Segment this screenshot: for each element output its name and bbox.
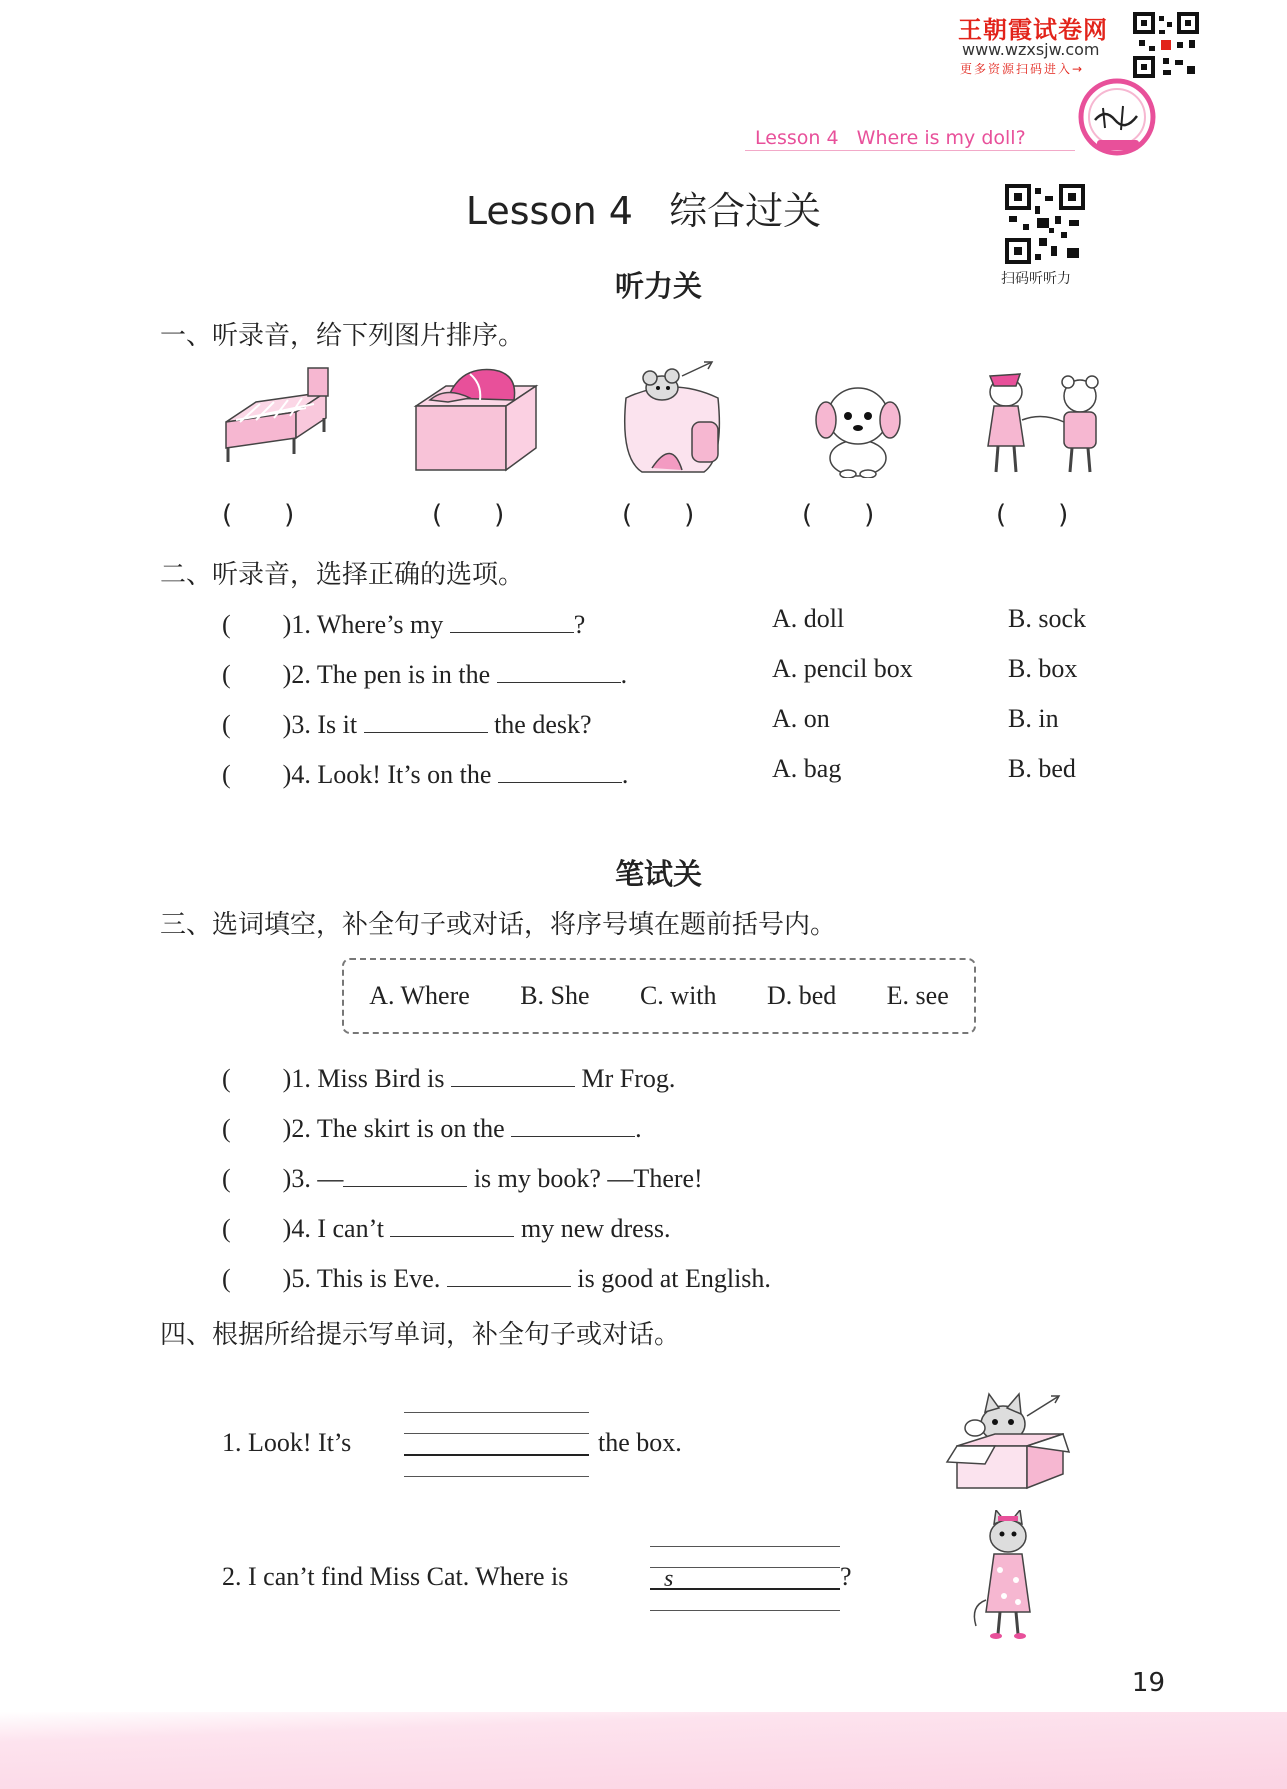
- brand-url: www.wzxsjw.com: [962, 40, 1100, 59]
- q3-row-2: ( )2. The skirt is on the .: [222, 1114, 642, 1143]
- answer-blank[interactable]: [343, 1168, 467, 1187]
- q3-paren[interactable]: ( ): [222, 1164, 292, 1193]
- writing-title: 笔试关: [614, 857, 702, 891]
- brand-more: 更多资源扫码进入→: [960, 62, 1085, 76]
- q2-paren[interactable]: ( ): [222, 760, 292, 789]
- brand-qr-icon: [1133, 12, 1199, 78]
- q3-paren[interactable]: ( ): [222, 1214, 292, 1243]
- q3-row-1: ( )1. Miss Bird is Mr Frog.: [222, 1064, 676, 1093]
- q2-option-a: A. pencil box: [772, 654, 913, 683]
- answer-blank[interactable]: [450, 614, 574, 633]
- q1-heading: 一、听录音，给下列图片排序。: [160, 321, 525, 351]
- answer-blank[interactable]: [497, 664, 621, 683]
- characters-icon: [972, 364, 1116, 480]
- q2-row-4: ( )4. Look! It’s on the .: [222, 760, 629, 789]
- q3-row-4: ( )4. I can’t my new dress.: [222, 1214, 671, 1243]
- answer-blank[interactable]: [498, 764, 622, 783]
- brand-name: 王朝霞试卷网: [958, 16, 1108, 44]
- q4-writing-lines-2[interactable]: [650, 1546, 840, 1611]
- q2-row-2: ( )2. The pen is in the .: [222, 660, 628, 689]
- q3-paren[interactable]: ( ): [222, 1064, 292, 1093]
- answer-blank[interactable]: [447, 1268, 571, 1287]
- q2-option-a: A. doll: [772, 604, 845, 633]
- header-divider: [745, 150, 1075, 151]
- miss-cat-icon: [968, 1510, 1048, 1642]
- q2-heading: 二、听录音，选择正确的选项。: [160, 560, 525, 590]
- writing-line: [404, 1433, 589, 1434]
- bed-icon: [216, 362, 332, 472]
- q4-writing-lines-1[interactable]: [404, 1412, 589, 1477]
- q1-answer-4[interactable]: ( ): [802, 500, 875, 530]
- q4-row-1-after: the box.: [598, 1428, 682, 1457]
- q2-paren[interactable]: ( ): [222, 610, 292, 639]
- answer-blank[interactable]: [364, 714, 488, 733]
- mouse-on-bag-icon: [612, 358, 732, 478]
- answer-blank[interactable]: [390, 1218, 514, 1237]
- header-lesson: Lesson 4 Where is my doll?: [755, 127, 1026, 149]
- qr-label: 扫码听听力: [1001, 271, 1071, 287]
- writing-line: [650, 1546, 840, 1547]
- q2-row-3: ( )3. Is it the desk?: [222, 710, 592, 739]
- answer-blank[interactable]: [451, 1068, 575, 1087]
- page-number: 19: [1131, 1668, 1165, 1698]
- q3-paren[interactable]: ( ): [222, 1264, 292, 1293]
- writing-line: [404, 1412, 589, 1413]
- cap-on-box-icon: [410, 364, 540, 476]
- writing-line: [650, 1567, 840, 1568]
- writing-line: [404, 1476, 589, 1477]
- word-option: C. with: [639, 981, 717, 1010]
- q4-row-1-before: 1. Look! It’s: [222, 1428, 352, 1457]
- q3-row-3: ( )3. — is my book? —There!: [222, 1164, 703, 1193]
- footer-band: [0, 1712, 1287, 1789]
- q2-option-b: B. sock: [1008, 604, 1086, 633]
- puppy-icon: [808, 374, 908, 478]
- word-option: A. Where: [369, 981, 470, 1010]
- q1-answer-3[interactable]: ( ): [622, 500, 695, 530]
- word-option: E. see: [886, 981, 949, 1010]
- q2-row-1: ( )1. Where’s my ?: [222, 610, 586, 639]
- q2-paren[interactable]: ( ): [222, 660, 292, 689]
- q1-answer-5[interactable]: ( ): [996, 500, 1069, 530]
- word-bank: [342, 958, 976, 1034]
- q3-paren[interactable]: ( ): [222, 1114, 292, 1143]
- answer-blank[interactable]: [511, 1118, 635, 1137]
- page-title: Lesson 4 综合过关: [465, 189, 822, 233]
- q2-option-b: B. in: [1008, 704, 1059, 733]
- q4-heading: 四、根据所给提示写单词，补全句子或对话。: [160, 1320, 681, 1350]
- q4-row-2-before: 2. I can’t find Miss Cat. Where is: [222, 1562, 569, 1591]
- hint-letter: s: [664, 1566, 674, 1592]
- q2-option-b: B. bed: [1008, 754, 1076, 783]
- writing-line-base: [650, 1588, 840, 1590]
- q4-row-2-after: ?: [840, 1562, 852, 1591]
- q3-heading: 三、选词填空，补全句子或对话，将序号填在题前括号内。: [160, 910, 837, 940]
- q3-row-5: ( )5. This is Eve. is good at English.: [222, 1264, 771, 1293]
- q2-option-a: A. on: [772, 704, 830, 733]
- q1-answer-1[interactable]: ( ): [222, 500, 295, 530]
- q2-option-b: B. box: [1008, 654, 1078, 683]
- q2-paren[interactable]: ( ): [222, 710, 292, 739]
- q2-option-a: A. bag: [772, 754, 842, 783]
- cat-in-box-icon: [945, 1390, 1075, 1494]
- listening-qr-icon: [1005, 184, 1085, 264]
- q1-answer-2[interactable]: ( ): [432, 500, 505, 530]
- writing-line-base: [404, 1454, 589, 1456]
- writing-line: [650, 1610, 840, 1611]
- listening-title: 听力关: [614, 269, 702, 303]
- word-option: D. bed: [766, 981, 837, 1010]
- word-option: B. She: [520, 981, 590, 1010]
- brand-seal-icon: [1075, 78, 1159, 156]
